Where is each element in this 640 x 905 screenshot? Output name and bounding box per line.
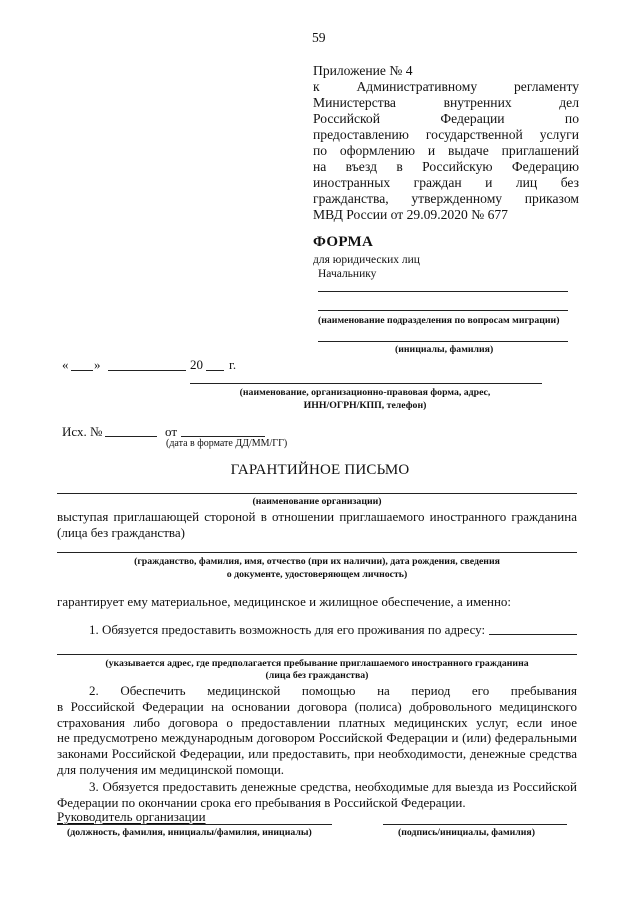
addressee-line (318, 291, 568, 292)
appendix-line: гражданства, утвержденному приказом (313, 191, 579, 206)
form-heading: ФОРМА (313, 234, 374, 250)
signature-head: Руководитель организации (57, 809, 206, 824)
signature-left-line (57, 824, 332, 825)
date-year-prefix: 20 (190, 357, 203, 372)
item-1-text: 1. Обязуется предоставить возможность для его проживания по адресу: (89, 622, 486, 637)
letter-title: ГАРАНТИЙНОЕ ПИСЬМО (230, 462, 410, 478)
person-caption-1: (гражданство, фамилия, имя, отчество (при их наличии), дата рождения, сведения (134, 556, 500, 567)
form-for-whom: для юридических лиц (313, 254, 420, 266)
item-2-line: страхования либо договора о предоставлении платных медицинских услуг, если иное (57, 714, 577, 730)
page-number: 59 (312, 30, 326, 45)
appendix-line: Российской Федерации по (313, 111, 579, 126)
signature-left-caption: (должность, фамилия, инициалы/фамилия, инициалы) (67, 827, 312, 838)
item-2-line: в Российской Федерации на основании договора (полиса) добровольного медицинского (57, 698, 577, 714)
division-line (318, 310, 568, 311)
person-line (57, 552, 577, 553)
org-name-line (57, 493, 577, 494)
item-3-first-line: 3. Обязуется предоставить денежные средства, необходимые для выезда из Российской (89, 779, 577, 794)
item-2-line: законами Российской Федерации, или предоставить, при необходимости, денежные средства (57, 746, 577, 762)
outgoing-date-line (181, 436, 265, 437)
appendix-block (313, 63, 579, 223)
date-day-line (71, 370, 93, 371)
organization-line (190, 383, 542, 384)
signature-right-caption: (подпись/инициалы, фамилия) (398, 827, 535, 838)
item-2-block (57, 683, 577, 778)
division-caption: (наименование подразделения по вопросам миграции) (318, 315, 560, 326)
appendix-line: на въезд в Российскую Федерацию (313, 159, 579, 174)
appendix-line: по оформлению и выдаче приглашений (313, 143, 579, 158)
date-quote-open: « (62, 357, 69, 372)
address-line (57, 654, 577, 655)
item-3-block (57, 779, 577, 811)
item-2-line: не предусмотрено международным договором Российской Федерации и (или) федеральными (57, 730, 577, 746)
address-caption-1: (указывается адрес, где предполагается пребывание приглашаемого иностранного гражданина (105, 658, 529, 669)
org-name-caption: (наименование организации) (252, 496, 382, 507)
date-month-line (108, 370, 186, 371)
item-2-last-line: для получения им медицинской помощи. (57, 761, 285, 777)
appendix-line: иностранных граждан и лиц без (313, 175, 579, 190)
addressee-label: Начальнику (318, 268, 377, 280)
initials-line (318, 341, 568, 342)
appendix-last-line: МВД России от 29.09.2020 № 677 (313, 207, 508, 222)
initials-caption: (инициалы, фамилия) (395, 344, 494, 355)
address-caption-2: (лица без гражданства) (265, 670, 369, 681)
organization-caption-1: (наименование, организационно-правовая форма, адрес, (239, 387, 491, 398)
outgoing-number-line (105, 436, 157, 437)
guarantee-text: гарантирует ему материальное, медицинское и жилищное обеспечение, а именно: (57, 594, 512, 609)
item-3-last-line: Федерации по окончании срока его пребывания в Российской Федерации. (57, 794, 466, 810)
organization-caption-2: ИНН/ОГРН/КПП, телефон) (303, 400, 427, 411)
date-year-suffix: г. (229, 357, 237, 372)
outgoing-number-label: Исх. № (62, 424, 103, 439)
inviting-text-line1: выступая приглашающей стороной в отношении приглашаемого иностранного гражданина (57, 509, 577, 524)
date-year-line (206, 370, 224, 371)
inviting-text-line2: (лица без гражданства) (57, 525, 185, 540)
item-1-address-line (489, 634, 577, 635)
item-2-first-line: 2. Обеспечить медицинской помощью на период его пребывания (89, 683, 577, 698)
appendix-line: предоставлению государственной услуги (313, 127, 579, 142)
outgoing-date-caption: (дата в формате ДД/ММ/ГГ) (166, 438, 288, 449)
appendix-title: Приложение № 4 (313, 63, 413, 78)
appendix-line: к Административному регламенту (313, 79, 579, 94)
outgoing-from-label: от (165, 424, 178, 439)
appendix-line: Министерства внутренних дел (313, 95, 579, 110)
date-quote-close: » (94, 357, 101, 372)
person-caption-2: о документе, удостоверяющем личность) (226, 569, 408, 580)
signature-right-line (383, 824, 567, 825)
